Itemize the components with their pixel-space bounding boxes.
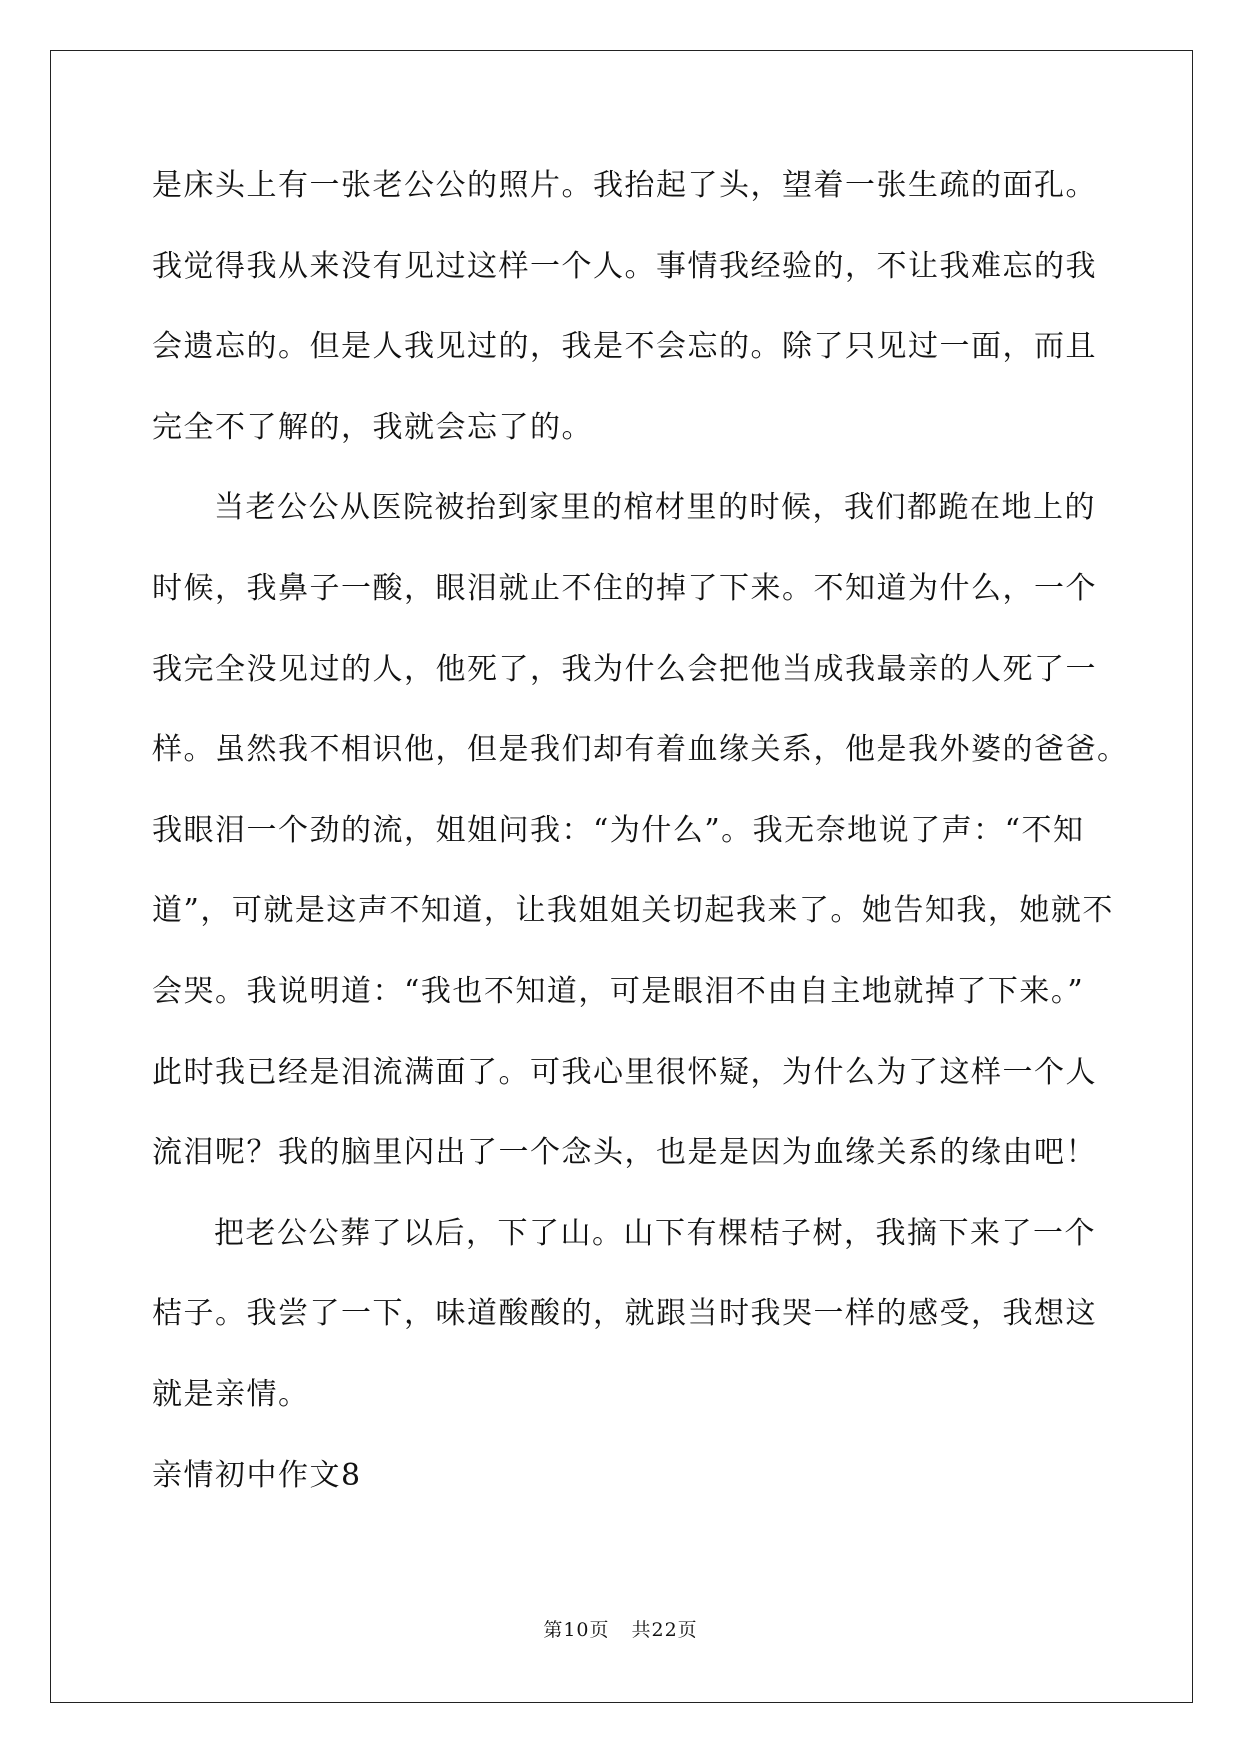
- page-footer: [0, 1618, 1241, 1642]
- section-heading: 亲情初中作文8: [152, 1457, 362, 1493]
- text-line: 此时我已经是泪流满面了。可我心里很怀疑，为什么为了这样一个人: [152, 1054, 1097, 1090]
- text-line: 会哭。我说明道：“我也不知道，可是眼泪不由自主地就掉了下来。”: [152, 973, 1085, 1009]
- page-number-current: 第10页: [543, 1619, 610, 1641]
- document-body: [152, 156, 1129, 1526]
- text-line: 样。虽然我不相识他，但是我们却有着血缘关系，他是我外婆的爸爸。: [152, 732, 1129, 768]
- text-line: 会遗忘的。但是人我见过的，我是不会忘的。除了只见过一面，而且: [152, 329, 1097, 365]
- text-line: 我眼泪一个劲的流，姐姐问我：“为什么”。我无奈地说了声：“不知: [152, 812, 1085, 848]
- text-line: 把老公公葬了以后，下了山。山下有棵桔子树，我摘下来了一个: [214, 1215, 1096, 1251]
- text-line: 时候，我鼻子一酸，眼泪就止不住的掉了下来。不知道为什么，一个: [152, 570, 1097, 606]
- text-line: 就是亲情。: [152, 1376, 310, 1412]
- text-line: 桔子。我尝了一下，味道酸酸的，就跟当时我哭一样的感受，我想这: [152, 1296, 1097, 1332]
- text-line: 流泪呢？我的脑里闪出了一个念头，也是是因为血缘关系的缘由吧！: [152, 1135, 1097, 1171]
- text-line: 完全不了解的，我就会忘了的。: [152, 409, 593, 445]
- text-line: 我完全没见过的人，他死了，我为什么会把他当成我最亲的人死了一: [152, 651, 1097, 687]
- text-line: 道”，可就是这声不知道，让我姐姐关切起我来了。她告知我，她就不: [152, 893, 1114, 929]
- text-line: 是床头上有一张老公公的照片。我抬起了头，望着一张生疏的面孔。: [152, 168, 1097, 203]
- text-line: 我觉得我从来没有见过这样一个人。事情我经验的，不让我难忘的我: [152, 248, 1097, 284]
- page-number-total: 共22页: [631, 1619, 698, 1641]
- text-line: 当老公公从医院被抬到家里的棺材里的时候，我们都跪在地上的: [214, 490, 1096, 526]
